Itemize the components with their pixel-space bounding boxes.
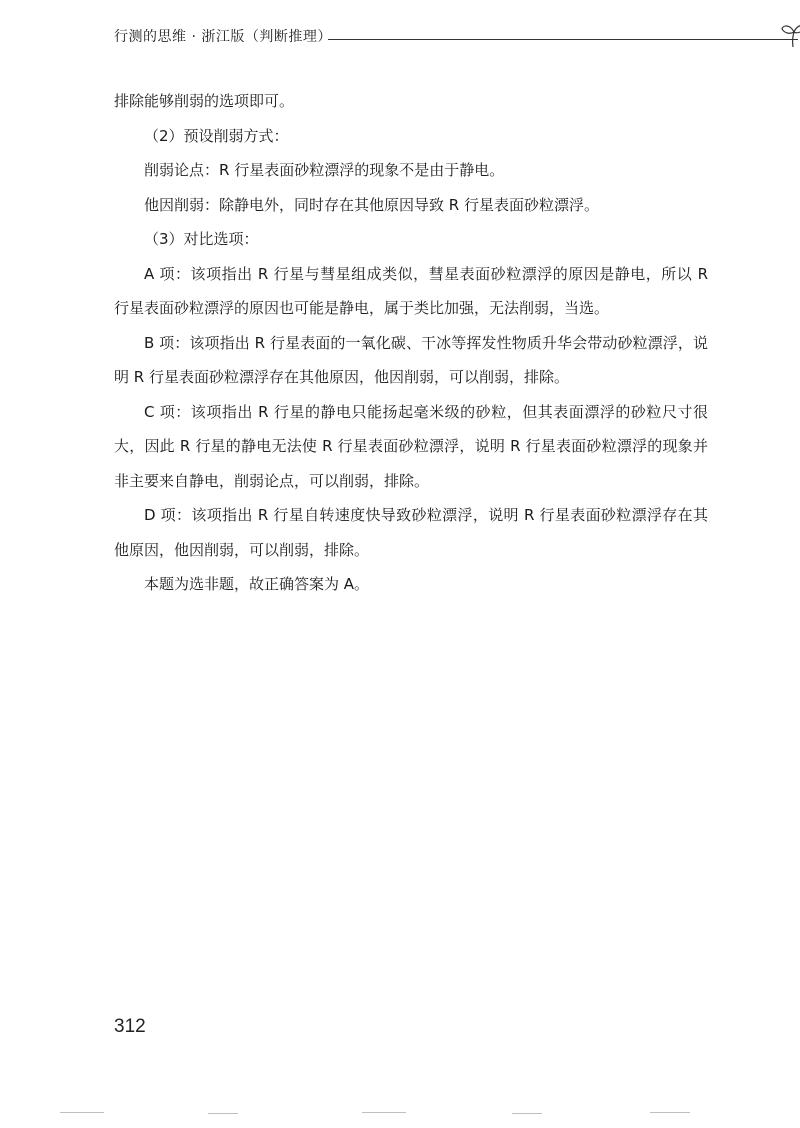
paragraph: C 项：该项指出 R 行星的静电只能扬起毫米级的砂粒，但其表面漂浮的砂粒尺寸很大，因此 R 行星的静电无法使 R 行星表面砂粒漂浮，说明 R 行星表面砂粒漂浮的现象并非主要来自静电，削弱论点，可以削弱，排除。 [114,402,708,490]
paragraph: D 项：该项指出 R 行星自转速度快导致砂粒漂浮，说明 R 行星表面砂粒漂浮存在其他原因，他因削弱，可以削弱，排除。 [114,506,708,559]
paragraph: 排除能够削弱的选项即可。 [114,92,295,110]
scan-artifact [60,1112,104,1113]
scan-artifact [650,1112,690,1113]
scan-artifact [512,1113,542,1114]
scan-artifact [208,1113,238,1114]
header-rule [328,39,798,40]
paragraph: 他因削弱：除静电外，同时存在其他原因导致 R 行星表面砂粒漂浮。 [144,195,599,214]
paragraph: B 项：该项指出 R 行星表面的一氧化碳、干冰等挥发性物质升华会带动砂粒漂浮，说明 R 行星表面砂粒漂浮存在其他原因，他因削弱，可以削弱，排除。 [114,333,708,386]
sprout-icon [780,22,800,48]
running-header [114,22,714,50]
header-title: 行测的思维 · 浙江版（判断推理） [114,29,332,45]
paragraph: （3）对比选项： [144,230,259,248]
paragraph: 削弱论点：R 行星表面砂粒漂浮的现象不是由于静电。 [144,161,505,179]
paragraph: （2）预设削弱方式： [144,126,289,145]
body-text [114,84,708,602]
paragraph: A 项：该项指出 R 行星与彗星组成类似，彗星表面砂粒漂浮的原因是静电，所以 R 行星表面砂粒漂浮的原因也可能是静电，属于类比加强，无法削弱，当选。 [114,264,708,317]
paragraph: 本题为选非题，故正确答案为 A。 [144,575,370,593]
page-number: 312 [114,1016,146,1037]
scan-artifact [362,1112,406,1113]
